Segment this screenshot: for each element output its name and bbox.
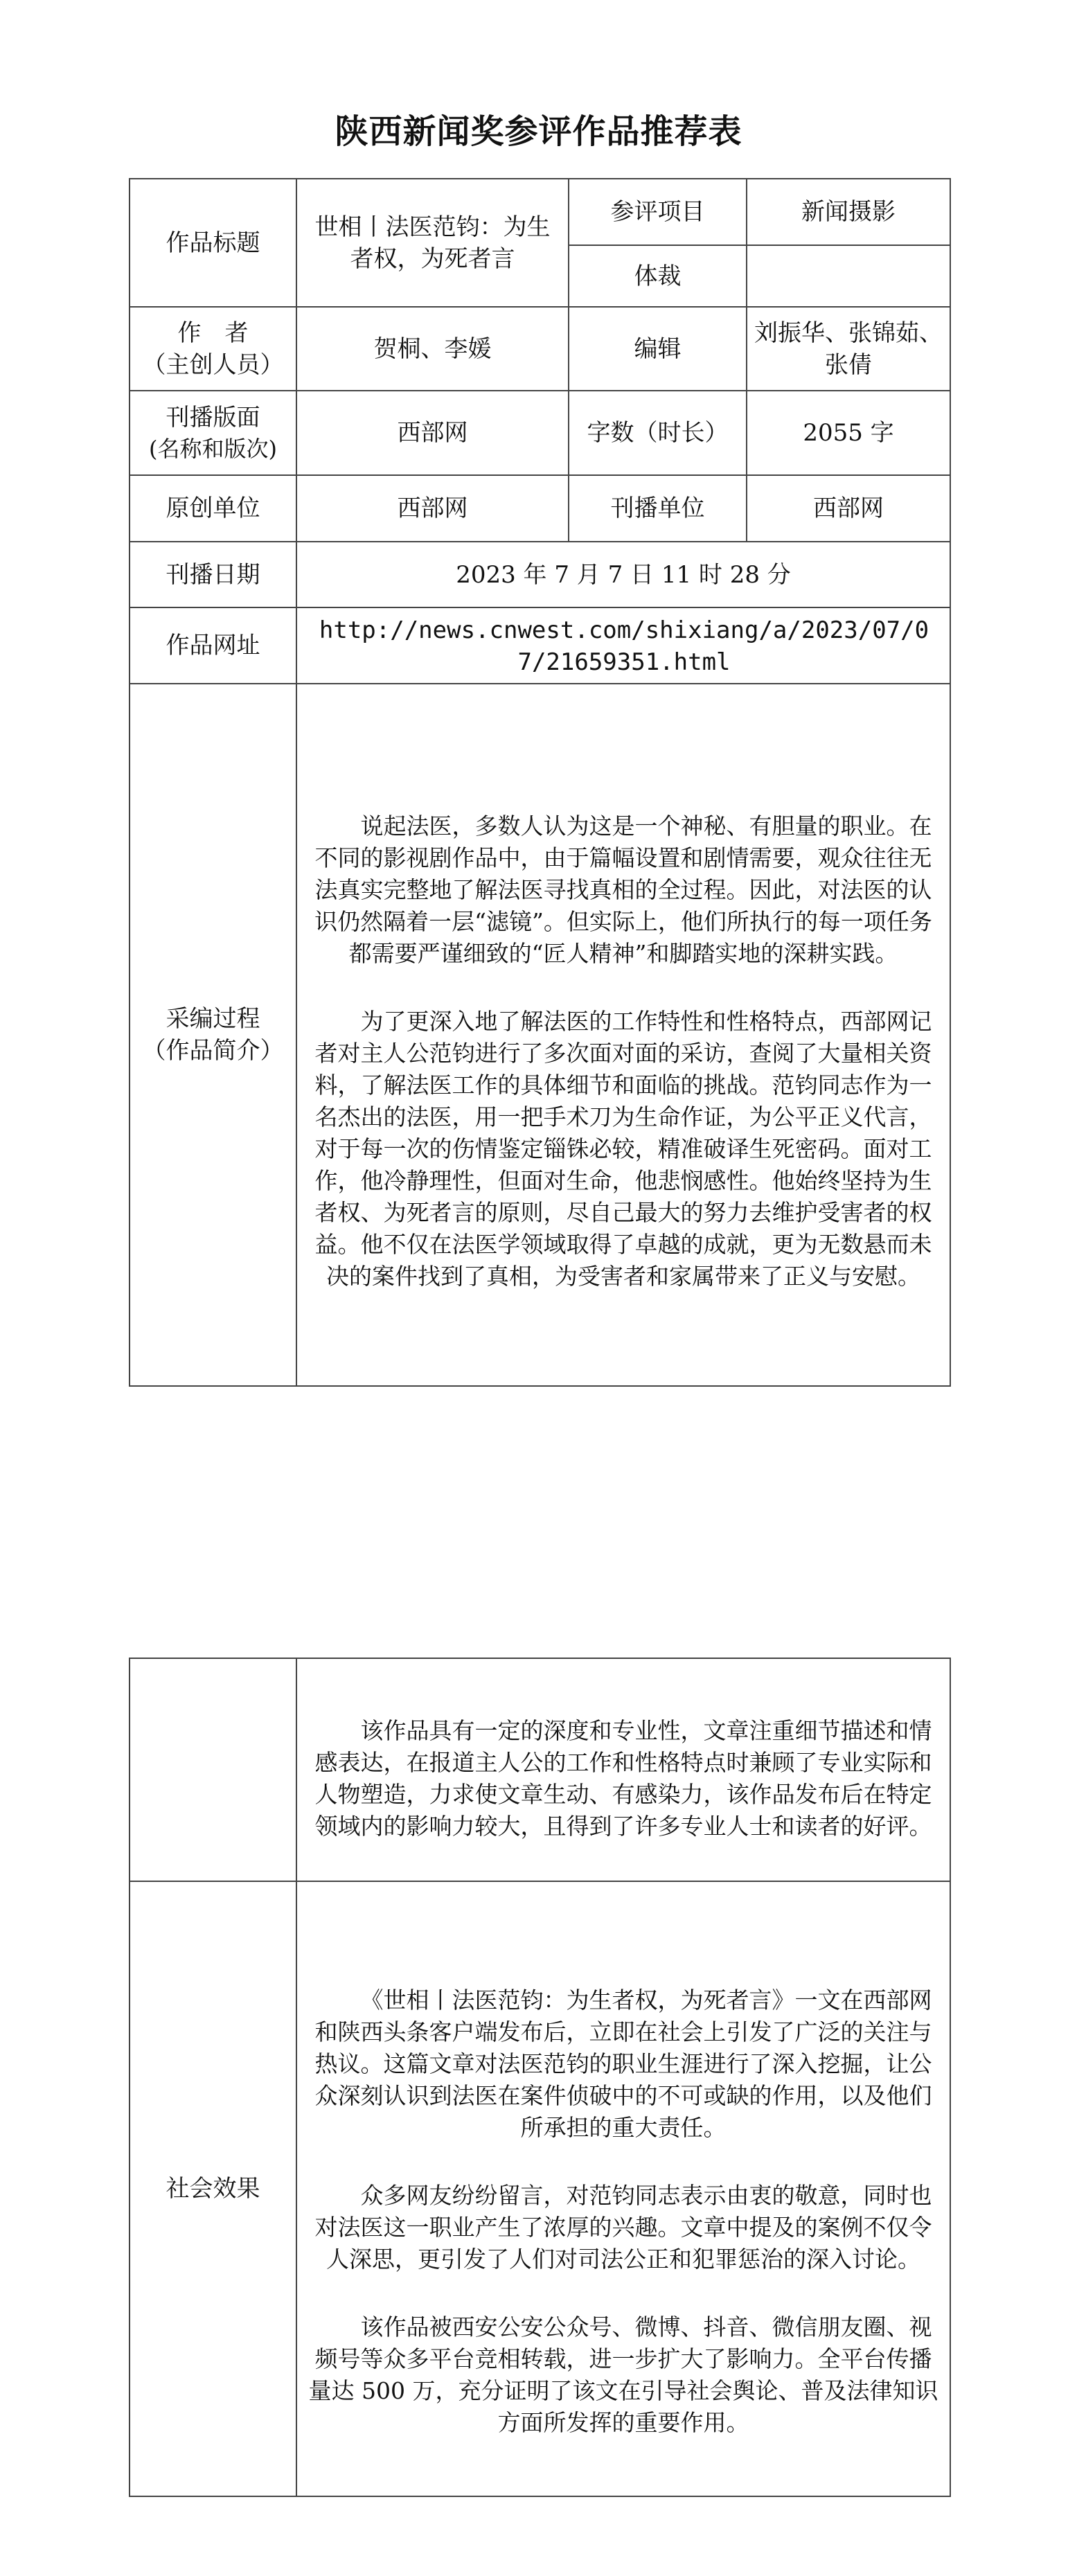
recommendation-form-table (129, 178, 951, 1387)
original-unit-value: 西部网 (296, 475, 569, 542)
publish-date-value: 2023 年 7 月 7 日 11 时 28 分 (296, 542, 950, 607)
social-effect-paragraph: 众多网友纷纷留言，对范钧同志表示由衷的敬意，同时也对法医这一职业产生了浓厚的兴趣。文章中提及的案例不仅令人深思，更引发了人们对司法公正和犯罪惩治的深入讨论。 (314, 2182, 932, 2273)
publish-date-label: 刊播日期 (130, 542, 296, 607)
editors-value (747, 307, 950, 391)
editing-process-content (296, 684, 950, 1386)
work-title-value: 世相丨法医范钧：为生者权，为死者言 (296, 179, 569, 307)
row-authors-editors (130, 307, 950, 391)
editing-process-paragraph: 为了更深入地了解法医的工作特性和性格特点，西部网记者对主人公范钧进行了多次面对面的采访，查阅了大量相关资料，了解法医工作的具体细节和面临的挑战。范钧同志作为一名杰出的法医，用一把手术刀为生命作证，为公平正义代言，对于每一次的伤情鉴定锱铢必较，精准破译生死密码。面对工作，他冷静理性，但面对生命，他悲悯感性。他始终坚持为生者权、为死者言的原则，尽自己最大的努力去维护受害者的权益。他不仅在法医学领域取得了卓越的成就，更为无数悬而未决的案件找到了真相，为受害者和家属带来了正义与安慰。 (314, 1008, 932, 1290)
editing-process-paragraph: 说起法医，多数人认为这是一个神秘、有胆量的职业。在不同的影视剧作品中，由于篇幅设置和剧情需要，观众往往无法真实完整地了解法医寻找真相的全过程。因此，对法医的认识仍然隔着一层“滤镜”。但实际上，他们所执行的每一项任务都需要严谨细致的“匠人精神”和脚踏实地的深耕实践。 (314, 812, 932, 967)
recommendation-form-table-continued (129, 1658, 951, 2497)
document-title: 陕西新闻奖参评作品推荐表 (335, 112, 742, 151)
editing-process-label-line2: （作品简介） (142, 1037, 284, 1065)
publishing-unit-label: 刊播单位 (569, 475, 747, 542)
publication-page-value: 西部网 (296, 391, 569, 475)
work-url-label: 作品网址 (130, 607, 296, 684)
row-publish-date (130, 542, 950, 607)
row-work-url (130, 607, 950, 684)
row-title-category (130, 179, 950, 245)
award-category-label: 参评项目 (569, 179, 747, 245)
editors-label: 编辑 (569, 307, 747, 391)
social-effect-content (296, 1881, 950, 2496)
social-effect-label: 社会效果 (130, 1881, 296, 2496)
original-unit-label: 原创单位 (130, 475, 296, 542)
work-url-link[interactable]: http://news.cnwest.com/shixiang/a/2023/07/07/21659351.html (296, 607, 950, 684)
editors-value-line1: 刘振华、张锦茹、 (754, 319, 943, 347)
publication-page-label-line1: 刊播版面 (166, 404, 260, 432)
row-page-wordcount (130, 391, 950, 475)
editors-value-line2: 张倩 (825, 350, 872, 379)
row-social-effect (130, 1881, 950, 2496)
continuation-label (130, 1658, 296, 1881)
genre-label: 体裁 (569, 245, 747, 307)
row-editing-process (130, 684, 950, 1386)
authors-label-line2: （主创人员） (142, 350, 284, 379)
publication-page-label (130, 391, 296, 475)
authors-label (130, 307, 296, 391)
word-count-label: 字数（时长） (569, 391, 747, 475)
continuation-paragraph: 该作品具有一定的深度和专业性，文章注重细节描述和情感表达，在报道主人公的工作和性格特点时兼顾了专业实际和人物塑造，力求使文章生动、有感染力，该作品发布后在特定领域内的影响力较大，且得到了许多专业人士和读者的好评。 (314, 1717, 932, 1840)
authors-label-line1: 作 者 (177, 319, 249, 347)
continuation-content (296, 1658, 950, 1881)
publishing-unit-value: 西部网 (747, 475, 950, 542)
genre-value (747, 245, 950, 307)
word-count-value: 2055 字 (747, 391, 950, 475)
editing-process-label (130, 684, 296, 1386)
row-units (130, 475, 950, 542)
editing-process-label-line1: 采编过程 (166, 1005, 260, 1033)
row-continuation (130, 1658, 950, 1881)
authors-value: 贺桐、李媛 (296, 307, 569, 391)
social-effect-paragraph: 该作品被西安公安公众号、微博、抖音、微信朋友圈、视频号等众多平台竞相转载，进一步扩大了影响力。全平台传播量达 500 万，充分证明了该文在引导社会舆论、普及法律知识方面所发挥的重要作用。 (308, 2313, 938, 2436)
award-category-value: 新闻摄影 (747, 179, 950, 245)
work-title-label: 作品标题 (130, 179, 296, 307)
social-effect-paragraph: 《世相丨法医范钧：为生者权，为死者言》一文在西部网和陕西头条客户端发布后，立即在社会上引发了广泛的关注与热议。这篇文章对法医范钧的职业生涯进行了深入挖掘，让公众深刻认识到法医在案件侦破中的不可或缺的作用，以及他们所承担的重大责任。 (314, 1987, 932, 2141)
publication-page-label-line2: (名称和版次) (149, 436, 277, 462)
